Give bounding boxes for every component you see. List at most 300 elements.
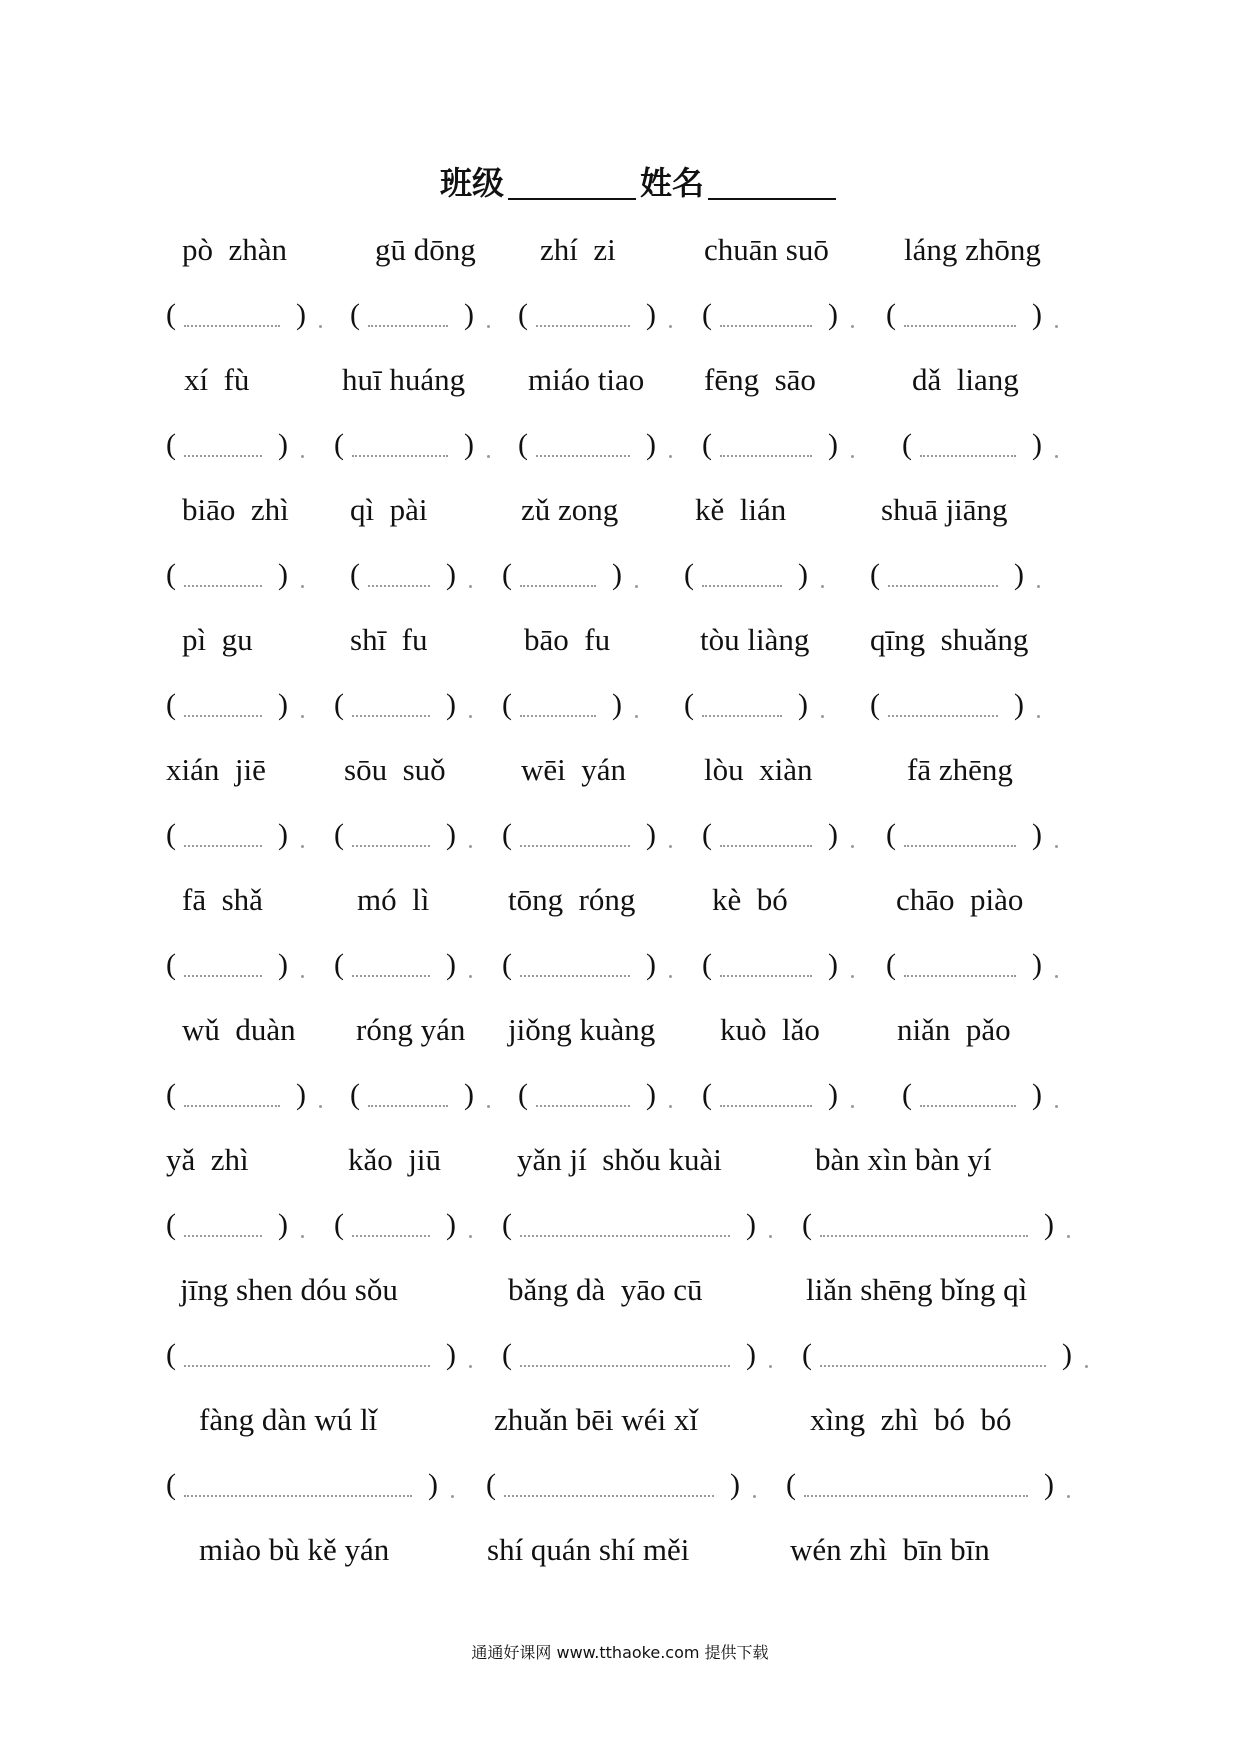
pinyin-word: kè bó (712, 882, 788, 917)
answer-blank[interactable] (166, 1465, 454, 1505)
answer-blank[interactable] (886, 295, 1058, 335)
left-paren: ( (166, 818, 176, 851)
answer-blank[interactable] (166, 1075, 322, 1115)
answer-row (0, 1205, 1240, 1245)
trailing-dot (469, 715, 472, 718)
right-paren: ) (296, 298, 306, 331)
answer-blank[interactable] (502, 685, 638, 725)
left-paren: ( (350, 558, 360, 591)
right-paren: ) (278, 558, 288, 591)
left-paren: ( (334, 948, 344, 981)
dotted-writing-line (368, 585, 430, 587)
trailing-dot (669, 975, 672, 978)
dotted-writing-line (184, 715, 262, 717)
dotted-writing-line (904, 975, 1016, 977)
pinyin-word: zhuǎn bēi wéi xǐ (494, 1402, 699, 1437)
pinyin-word: kǎo jiū (348, 1142, 441, 1177)
dotted-writing-line (184, 975, 262, 977)
trailing-dot (1067, 1495, 1070, 1498)
pinyin-word: miào bù kě yán (199, 1532, 390, 1567)
pinyin-word: zhí zi (540, 232, 616, 267)
trailing-dot (301, 1235, 304, 1238)
dotted-writing-line (352, 1235, 430, 1237)
left-paren: ( (518, 1078, 528, 1111)
pinyin-word: sōu suǒ (344, 752, 446, 787)
right-paren: ) (1014, 558, 1024, 591)
left-paren: ( (502, 688, 512, 721)
left-paren: ( (886, 298, 896, 331)
left-paren: ( (166, 1078, 176, 1111)
pinyin-word: shī fu (350, 622, 428, 657)
answer-blank[interactable] (902, 425, 1058, 465)
answer-blank[interactable] (518, 425, 672, 465)
trailing-dot (821, 715, 824, 718)
answer-blank[interactable] (702, 425, 854, 465)
right-paren: ) (464, 298, 474, 331)
dotted-writing-line (520, 1365, 730, 1367)
answer-row (0, 1335, 1240, 1375)
left-paren: ( (902, 428, 912, 461)
left-paren: ( (166, 688, 176, 721)
left-paren: ( (802, 1208, 812, 1241)
right-paren: ) (278, 1208, 288, 1241)
pinyin-word: dǎ liang (912, 362, 1019, 397)
right-paren: ) (296, 1078, 306, 1111)
left-paren: ( (334, 428, 344, 461)
pinyin-word: pò zhàn (182, 232, 288, 267)
trailing-dot (319, 1105, 322, 1108)
answer-row (0, 1465, 1240, 1505)
dotted-writing-line (536, 455, 630, 457)
trailing-dot (753, 1495, 756, 1498)
pinyin-word: jiǒng kuàng (508, 1012, 656, 1047)
right-paren: ) (646, 948, 656, 981)
left-paren: ( (502, 948, 512, 981)
right-paren: ) (612, 558, 622, 591)
dotted-writing-line (536, 325, 630, 327)
pinyin-word: lòu xiàn (704, 752, 813, 787)
dotted-writing-line (720, 455, 812, 457)
dotted-writing-line (820, 1365, 1046, 1367)
trailing-dot (451, 1495, 454, 1498)
answer-row (0, 685, 1240, 725)
trailing-dot (769, 1235, 772, 1238)
right-paren: ) (1032, 298, 1042, 331)
answer-row (0, 295, 1240, 335)
left-paren: ( (702, 948, 712, 981)
left-paren: ( (166, 948, 176, 981)
trailing-dot (635, 585, 638, 588)
pinyin-word: pì gu (182, 622, 253, 657)
pinyin-row (0, 750, 1240, 790)
pinyin-word: shí quán shí měi (487, 1532, 690, 1567)
answer-blank[interactable] (334, 685, 472, 725)
pinyin-word: kě lián (695, 492, 787, 527)
dotted-writing-line (352, 845, 430, 847)
right-paren: ) (464, 428, 474, 461)
left-paren: ( (786, 1468, 796, 1501)
right-paren: ) (828, 948, 838, 981)
dotted-writing-line (352, 715, 430, 717)
trailing-dot (301, 845, 304, 848)
pinyin-row (0, 1270, 1240, 1310)
left-paren: ( (886, 948, 896, 981)
answer-blank[interactable] (334, 1205, 472, 1245)
right-paren: ) (828, 428, 838, 461)
right-paren: ) (828, 1078, 838, 1111)
trailing-dot (1055, 1105, 1058, 1108)
answer-blank[interactable] (870, 555, 1040, 595)
left-paren: ( (886, 818, 896, 851)
answer-blank[interactable] (166, 685, 304, 725)
left-paren: ( (870, 558, 880, 591)
pinyin-row (0, 620, 1240, 660)
trailing-dot (469, 1235, 472, 1238)
trailing-dot (669, 455, 672, 458)
right-paren: ) (798, 688, 808, 721)
answer-blank[interactable] (502, 815, 672, 855)
answer-row (0, 945, 1240, 985)
answer-blank[interactable] (350, 555, 472, 595)
right-paren: ) (446, 948, 456, 981)
answer-blank[interactable] (166, 295, 322, 335)
right-paren: ) (428, 1468, 438, 1501)
trailing-dot (487, 325, 490, 328)
right-paren: ) (746, 1338, 756, 1371)
pinyin-word: tòu liàng (700, 622, 810, 657)
answer-row (0, 815, 1240, 855)
trailing-dot (1055, 455, 1058, 458)
right-paren: ) (1062, 1338, 1072, 1371)
answer-blank[interactable] (886, 945, 1058, 985)
trailing-dot (851, 845, 854, 848)
left-paren: ( (166, 1338, 176, 1371)
dotted-writing-line (720, 975, 812, 977)
dotted-writing-line (368, 1105, 448, 1107)
answer-blank[interactable] (502, 945, 672, 985)
pinyin-word: wēi yán (521, 752, 627, 787)
trailing-dot (319, 325, 322, 328)
pinyin-word: bāo fu (524, 622, 611, 657)
right-paren: ) (446, 818, 456, 851)
dotted-writing-line (184, 1495, 412, 1497)
right-paren: ) (446, 1338, 456, 1371)
trailing-dot (669, 1105, 672, 1108)
pinyin-word: chuān suō (704, 232, 829, 267)
trailing-dot (669, 325, 672, 328)
trailing-dot (301, 585, 304, 588)
right-paren: ) (1032, 428, 1042, 461)
dotted-writing-line (184, 845, 262, 847)
trailing-dot (635, 715, 638, 718)
pinyin-word: qì pài (350, 492, 428, 527)
dotted-writing-line (702, 585, 782, 587)
left-paren: ( (518, 428, 528, 461)
pinyin-word: jīng shen dóu sǒu (180, 1272, 398, 1307)
pinyin-word: liǎn shēng bǐng qì (806, 1272, 1028, 1307)
left-paren: ( (334, 688, 344, 721)
right-paren: ) (612, 688, 622, 721)
answer-blank[interactable] (802, 1335, 1088, 1375)
trailing-dot (1085, 1365, 1088, 1368)
dotted-writing-line (702, 715, 782, 717)
right-paren: ) (1044, 1208, 1054, 1241)
name-label: 姓名 (640, 164, 705, 202)
answer-blank[interactable] (486, 1465, 756, 1505)
left-paren: ( (486, 1468, 496, 1501)
dotted-writing-line (720, 325, 812, 327)
left-paren: ( (502, 558, 512, 591)
pinyin-word: biāo zhì (182, 492, 289, 527)
pinyin-word: tōng róng (508, 882, 636, 917)
right-paren: ) (1044, 1468, 1054, 1501)
pinyin-word: bǎng dà yāo cū (508, 1272, 703, 1307)
pinyin-word: gū dōng (375, 232, 476, 267)
trailing-dot (301, 455, 304, 458)
trailing-dot (1055, 325, 1058, 328)
left-paren: ( (166, 428, 176, 461)
pinyin-word: wǔ duàn (182, 1012, 296, 1047)
pinyin-word: fā zhēng (907, 752, 1013, 787)
answer-blank[interactable] (502, 1335, 772, 1375)
dotted-writing-line (520, 845, 630, 847)
right-paren: ) (1014, 688, 1024, 721)
answer-blank[interactable] (334, 425, 490, 465)
trailing-dot (1037, 715, 1040, 718)
left-paren: ( (334, 818, 344, 851)
trailing-dot (487, 1105, 490, 1108)
dotted-writing-line (520, 975, 630, 977)
class-label: 班级 (439, 164, 504, 202)
answer-blank[interactable] (166, 1205, 304, 1245)
answer-blank[interactable] (902, 1075, 1058, 1115)
answer-blank[interactable] (702, 1075, 854, 1115)
pinyin-word: fàng dàn wú lǐ (199, 1402, 378, 1437)
answer-blank[interactable] (702, 815, 854, 855)
dotted-writing-line (536, 1105, 630, 1107)
pinyin-word: qīng shuǎng (870, 622, 1029, 657)
left-paren: ( (684, 558, 694, 591)
dotted-writing-line (888, 585, 998, 587)
pinyin-word: fēng sāo (704, 362, 816, 397)
answer-blank[interactable] (166, 1335, 472, 1375)
dotted-writing-line (504, 1495, 714, 1497)
trailing-dot (851, 1105, 854, 1108)
pinyin-word: fā shǎ (182, 882, 263, 917)
left-paren: ( (870, 688, 880, 721)
answer-blank[interactable] (334, 815, 472, 855)
pinyin-word: niǎn pǎo (897, 1012, 1011, 1047)
pinyin-word: róng yán (356, 1012, 466, 1047)
right-paren: ) (1032, 1078, 1042, 1111)
pinyin-row (0, 1140, 1240, 1180)
trailing-dot (851, 975, 854, 978)
pinyin-row (0, 360, 1240, 400)
right-paren: ) (828, 298, 838, 331)
answer-row (0, 1075, 1240, 1115)
pinyin-row (0, 1530, 1240, 1570)
left-paren: ( (702, 428, 712, 461)
left-paren: ( (702, 818, 712, 851)
left-paren: ( (502, 1338, 512, 1371)
left-paren: ( (502, 1208, 512, 1241)
pinyin-word: láng zhōng (904, 232, 1041, 267)
answer-blank[interactable] (350, 1075, 490, 1115)
answer-blank[interactable] (870, 685, 1040, 725)
left-paren: ( (802, 1338, 812, 1371)
answer-blank[interactable] (802, 1205, 1070, 1245)
answer-row (0, 425, 1240, 465)
trailing-dot (487, 455, 490, 458)
trailing-dot (469, 975, 472, 978)
dotted-writing-line (352, 455, 448, 457)
right-paren: ) (278, 688, 288, 721)
pinyin-row (0, 1400, 1240, 1440)
left-paren: ( (518, 298, 528, 331)
answer-blank[interactable] (518, 1075, 672, 1115)
answer-blank[interactable] (502, 1205, 772, 1245)
trailing-dot (469, 845, 472, 848)
dotted-writing-line (804, 1495, 1028, 1497)
trailing-dot (669, 845, 672, 848)
answer-blank[interactable] (786, 1465, 1070, 1505)
right-paren: ) (278, 948, 288, 981)
dotted-writing-line (368, 325, 448, 327)
trailing-dot (821, 585, 824, 588)
pinyin-row (0, 880, 1240, 920)
dotted-writing-line (184, 1105, 280, 1107)
left-paren: ( (166, 1468, 176, 1501)
right-paren: ) (828, 818, 838, 851)
answer-blank[interactable] (702, 945, 854, 985)
right-paren: ) (646, 428, 656, 461)
pinyin-word: chāo piào (896, 882, 1024, 917)
answer-blank[interactable] (166, 945, 304, 985)
left-paren: ( (902, 1078, 912, 1111)
right-paren: ) (730, 1468, 740, 1501)
dotted-writing-line (184, 1365, 430, 1367)
right-paren: ) (1032, 948, 1042, 981)
trailing-dot (1055, 845, 1058, 848)
answer-blank[interactable] (518, 295, 672, 335)
right-paren: ) (446, 688, 456, 721)
pinyin-word: miáo tiao (528, 362, 645, 397)
right-paren: ) (646, 298, 656, 331)
answer-row (0, 555, 1240, 595)
right-paren: ) (746, 1208, 756, 1241)
pinyin-row (0, 1010, 1240, 1050)
dotted-writing-line (920, 1105, 1016, 1107)
pinyin-word: yǎ zhì (166, 1142, 249, 1177)
pinyin-row (0, 230, 1240, 270)
left-paren: ( (166, 298, 176, 331)
pinyin-word: xián jiē (166, 752, 266, 787)
class-blank[interactable] (508, 166, 636, 200)
pinyin-row (0, 490, 1240, 530)
left-paren: ( (166, 1208, 176, 1241)
dotted-writing-line (888, 715, 998, 717)
pinyin-word: shuā jiāng (881, 492, 1008, 527)
right-paren: ) (1032, 818, 1042, 851)
dotted-writing-line (904, 325, 1016, 327)
left-paren: ( (502, 818, 512, 851)
pinyin-word: huī huáng (342, 362, 466, 397)
pinyin-word: mó lì (357, 882, 430, 917)
footer-credit: 通通好课网 www.tthaoke.com 提供下载 (471, 1643, 769, 1662)
trailing-dot (851, 455, 854, 458)
dotted-writing-line (184, 585, 262, 587)
trailing-dot (301, 975, 304, 978)
dotted-writing-line (720, 845, 812, 847)
pinyin-word: xí fù (184, 362, 250, 397)
answer-blank[interactable] (166, 425, 304, 465)
left-paren: ( (702, 298, 712, 331)
pinyin-word: kuò lǎo (720, 1012, 820, 1047)
left-paren: ( (334, 1208, 344, 1241)
right-paren: ) (646, 818, 656, 851)
right-paren: ) (646, 1078, 656, 1111)
trailing-dot (301, 715, 304, 718)
dotted-writing-line (520, 1235, 730, 1237)
answer-blank[interactable] (350, 295, 490, 335)
dotted-writing-line (352, 975, 430, 977)
name-blank[interactable] (708, 166, 836, 200)
dotted-writing-line (184, 1235, 262, 1237)
right-paren: ) (278, 428, 288, 461)
answer-blank[interactable] (166, 815, 304, 855)
trailing-dot (769, 1365, 772, 1368)
dotted-writing-line (820, 1235, 1028, 1237)
left-paren: ( (684, 688, 694, 721)
pinyin-word: bàn xìn bàn yí (815, 1142, 992, 1177)
answer-blank[interactable] (334, 945, 472, 985)
trailing-dot (1067, 1235, 1070, 1238)
left-paren: ( (350, 298, 360, 331)
dotted-writing-line (184, 455, 262, 457)
answer-blank[interactable] (502, 555, 638, 595)
worksheet-header (0, 158, 1240, 204)
dotted-writing-line (184, 325, 280, 327)
right-paren: ) (446, 558, 456, 591)
pinyin-word: zǔ zong (521, 492, 619, 527)
trailing-dot (469, 1365, 472, 1368)
answer-blank[interactable] (702, 295, 854, 335)
right-paren: ) (446, 1208, 456, 1241)
left-paren: ( (702, 1078, 712, 1111)
answer-blank[interactable] (684, 555, 824, 595)
left-paren: ( (166, 558, 176, 591)
dotted-writing-line (904, 845, 1016, 847)
dotted-writing-line (520, 585, 596, 587)
right-paren: ) (798, 558, 808, 591)
trailing-dot (851, 325, 854, 328)
answer-blank[interactable] (166, 555, 304, 595)
trailing-dot (469, 585, 472, 588)
pinyin-word: xìng zhì bó bó (810, 1402, 1012, 1437)
answer-blank[interactable] (886, 815, 1058, 855)
left-paren: ( (350, 1078, 360, 1111)
dotted-writing-line (920, 455, 1016, 457)
dotted-writing-line (520, 715, 596, 717)
trailing-dot (1055, 975, 1058, 978)
trailing-dot (1037, 585, 1040, 588)
right-paren: ) (464, 1078, 474, 1111)
answer-blank[interactable] (684, 685, 824, 725)
pinyin-word: yǎn jí shǒu kuài (517, 1142, 722, 1177)
pinyin-word: wén zhì bīn bīn (790, 1532, 990, 1567)
right-paren: ) (278, 818, 288, 851)
dotted-writing-line (720, 1105, 812, 1107)
